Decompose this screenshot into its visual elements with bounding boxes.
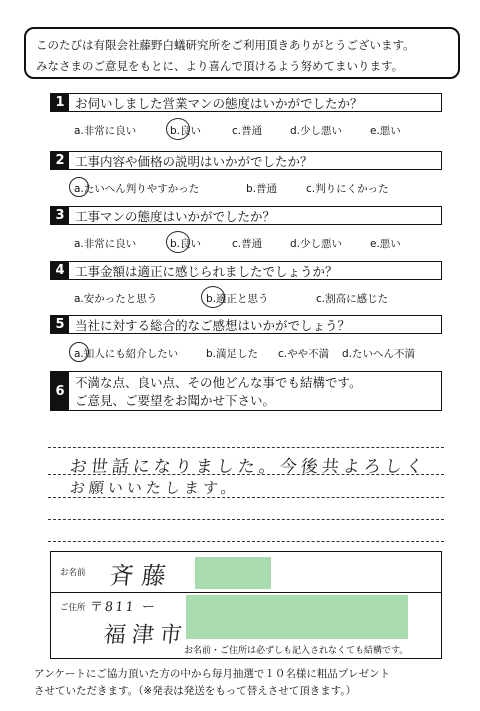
option-a[interactable]: a.非常に良い — [74, 125, 137, 137]
intro-line-2: みなさまのご意見をもとに、より喜んで頂けるよう努めてまいります。 — [36, 59, 404, 73]
question-text: 工事金額は適正に感じられましたでしょうか？ — [75, 263, 338, 279]
footer — [34, 666, 454, 700]
dashed-line — [48, 519, 444, 520]
question-4 — [50, 261, 442, 280]
question-5 — [50, 315, 442, 334]
selection-circle — [201, 286, 225, 308]
option-b[interactable]: b.適正と思う — [206, 293, 269, 305]
selection-circle — [166, 118, 190, 140]
redaction-block — [195, 557, 271, 589]
option-d[interactable]: d.少し悪い — [290, 238, 343, 250]
option-a[interactable]: a.たいへん判りやすかった — [74, 183, 200, 195]
option-a[interactable]: a.非常に良い — [74, 238, 137, 250]
option-e[interactable]: e.悪い — [370, 125, 401, 137]
selection-circle — [166, 231, 190, 253]
option-b[interactable]: b.良い — [170, 125, 202, 137]
question-text: 工事マンの態度はいかがでしたか？ — [75, 208, 276, 224]
question-6 — [50, 371, 442, 411]
option-c[interactable]: c.割高に感じた — [316, 293, 389, 305]
question-text: お伺いしました営業マンの態度はいかがでしたか？ — [75, 95, 363, 111]
question-3 — [50, 206, 442, 225]
option-c[interactable]: c.普通 — [232, 125, 263, 137]
question-number: 1 — [51, 94, 69, 111]
intro-box — [24, 27, 460, 79]
question-text: 当社に対する総合的なご感想はいかがでしょう？ — [75, 317, 351, 333]
selection-circle — [69, 342, 89, 362]
question-1-options — [60, 123, 450, 139]
question-6-line-2: ご意見、ご要望をお聞かせ下さい。 — [75, 393, 276, 408]
question-number: 6 — [51, 372, 69, 410]
name-label: お名前 — [60, 568, 86, 578]
option-c[interactable]: c.普通 — [232, 238, 263, 250]
option-a[interactable]: a.知人にも紹介したい — [74, 348, 179, 360]
question-number: 3 — [51, 207, 69, 224]
intro-line-1: このたびは有限会社藤野白蟻研究所をご利用頂きありがとうございます。 — [36, 38, 415, 52]
option-b[interactable]: b.良い — [170, 238, 202, 250]
dashed-line — [48, 447, 444, 448]
redaction-block — [186, 595, 408, 639]
question-text: 工事内容や価格の説明はいかがでしたか？ — [75, 153, 313, 169]
comment-line-2: お願いいたします。 — [69, 479, 241, 497]
dashed-line — [48, 497, 444, 498]
name-address-divider — [50, 592, 442, 593]
option-b[interactable]: b.普通 — [246, 183, 278, 195]
question-6-line-1: 不満な点、良い点、その他どんな事でも結構です。 — [75, 375, 362, 390]
option-d[interactable]: d.たいへん不満 — [342, 348, 416, 360]
question-3-options — [60, 236, 450, 252]
dashed-line — [48, 474, 444, 475]
question-4-options — [60, 291, 450, 307]
option-b[interactable]: b.満足した — [206, 348, 259, 360]
footer-line-1: アンケートにご協力頂いた方の中から毎月抽選で１０名様に粗品プレゼント — [34, 668, 390, 680]
footer-line-2: させていただきます。（※発表は発送をもって替えさせて頂きます。） — [34, 685, 357, 697]
option-c[interactable]: c.やや不満 — [278, 348, 330, 360]
question-1 — [50, 93, 442, 112]
address-value: 福津市 — [102, 623, 190, 648]
address-label: ご住所 — [60, 603, 86, 613]
privacy-note: お名前・ご住所は必ずしも記入されなくても結構です。 — [184, 646, 409, 656]
option-e[interactable]: e.悪い — [370, 238, 401, 250]
question-number: 4 — [51, 262, 69, 279]
postal-code: 〒811 ー — [89, 600, 158, 615]
question-number: 2 — [51, 152, 69, 169]
comment-line-1: お世話になりました。今後共よろしく — [68, 457, 428, 477]
option-c[interactable]: c.判りにくかった — [306, 183, 389, 195]
question-number: 5 — [51, 316, 69, 333]
question-2-options — [60, 181, 450, 197]
dashed-line — [48, 541, 444, 542]
option-d[interactable]: d.少し悪い — [290, 125, 343, 137]
name-value: 斉藤 — [108, 562, 176, 590]
question-2 — [50, 151, 442, 170]
option-a[interactable]: a.安かったと思う — [74, 293, 158, 305]
selection-circle — [69, 177, 89, 197]
question-5-options — [60, 346, 450, 362]
